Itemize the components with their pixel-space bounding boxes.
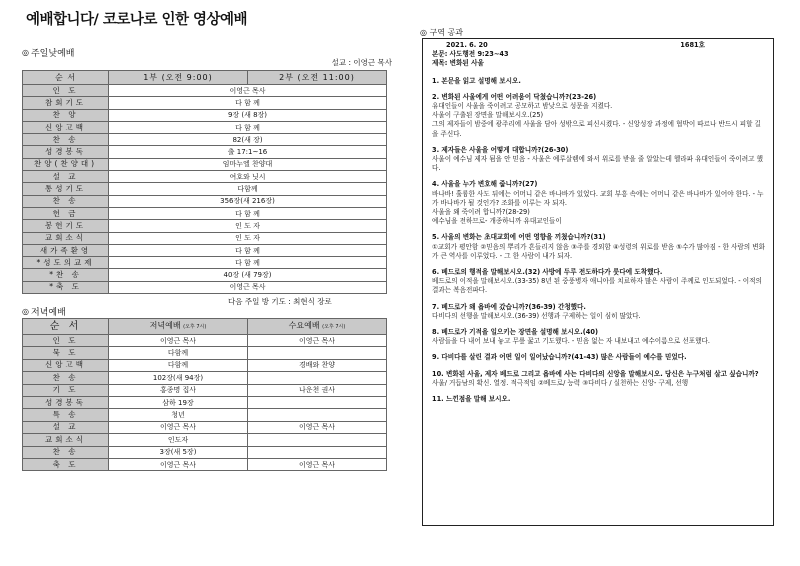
table-row (23, 359, 387, 371)
row-label: 신앙고백 (23, 121, 109, 133)
evening-value: 다함께 (109, 359, 248, 371)
header-wednesday: 수요예배 (오후 7시) (248, 319, 387, 335)
row-value: 다 함 께 (109, 257, 387, 269)
table-row (23, 134, 387, 146)
table-row (23, 281, 387, 293)
evening-value: 다함께 (109, 347, 248, 359)
evening-value: 이영근 목사 (109, 335, 248, 347)
wednesday-value (248, 396, 387, 408)
row-label: 설 교 (23, 171, 109, 183)
table-row (23, 269, 387, 281)
row-label: 성경봉독 (23, 396, 109, 408)
row-value: 9장 (새 8장) (109, 109, 387, 121)
row-value: 인 도 자 (109, 232, 387, 244)
header-cell: 1부 (오전 9:00) (109, 71, 248, 85)
lesson-question: 5. 사울의 변화는 초대교회에 어떤 영향을 끼쳤습니까?(31) (432, 233, 606, 242)
wednesday-value (248, 409, 387, 421)
header-evening: 저녁예배 (오후 7시) (109, 319, 248, 335)
lesson-question: 11. 느낀점을 말해 보시오. (432, 395, 511, 404)
lesson-question: 9. 다비다를 살린 결과 어떤 일이 일어났습니까?(41-43) 많은 사람들이 예수를 믿었다. (432, 353, 687, 362)
row-label: *축 도 (23, 281, 109, 293)
row-label: 참회기도 (23, 97, 109, 109)
row-value: 356장(새 216장) (109, 195, 387, 207)
table-header-row (23, 71, 387, 85)
lesson-section-label (420, 27, 463, 38)
row-label: 봉헌기도 (23, 220, 109, 232)
evening-value: 이영근 목사 (109, 421, 248, 433)
sunday-section-label (22, 46, 74, 59)
lesson-question: 6. 베드로의 행적을 말해보시오.(32) 사방에 두루 전도하다가 룻다에 도착했다. (432, 268, 663, 277)
lesson-subject: 제목: 변화된 사울 (432, 59, 484, 68)
table-row (23, 347, 387, 359)
row-label: 찬 송 (23, 372, 109, 384)
row-label: 축 도 (23, 458, 109, 470)
circle-bullet-icon: ◎ (22, 48, 29, 57)
evening-section-label (22, 305, 66, 318)
row-label: 찬 송 (23, 446, 109, 458)
table-row (23, 384, 387, 396)
evening-order-table (22, 318, 387, 471)
table-row (23, 220, 387, 232)
row-label: 교회소식 (23, 232, 109, 244)
row-value: 출 17:1~16 (109, 146, 387, 158)
lesson-answer: 사울을 왜 죽이려 합니까?(28-29) (432, 208, 530, 217)
speaker-line: 설교 : 이영근 목사 (331, 58, 392, 67)
row-label: 통성기도 (23, 183, 109, 195)
table-row (23, 183, 387, 195)
row-label: 설 교 (23, 421, 109, 433)
evening-value: 인도자 (109, 434, 248, 446)
header-cell: 2부 (오전 11:00) (248, 71, 387, 85)
row-label: 묵 도 (23, 347, 109, 359)
evening-value: 홍종명 집사 (109, 384, 248, 396)
table-row (23, 109, 387, 121)
row-label: 찬양(찬양대) (23, 158, 109, 170)
row-label: 기 도 (23, 384, 109, 396)
table-row (23, 232, 387, 244)
table-row (23, 434, 387, 446)
row-value: 다 함 께 (109, 207, 387, 219)
lesson-date: 2021. 6. 20 (446, 41, 488, 49)
row-label: *성도의교제 (23, 257, 109, 269)
wednesday-value: 이영근 목사 (248, 335, 387, 347)
table-row (23, 158, 387, 170)
sunday-order-table (22, 70, 387, 294)
row-label: 인 도 (23, 85, 109, 97)
circle-bullet-icon: ◎ (420, 28, 427, 37)
row-value: 다 함 께 (109, 121, 387, 133)
wednesday-value: 나운천 권사 (248, 384, 387, 396)
row-label: 신앙고백 (23, 359, 109, 371)
row-label: 찬 송 (23, 195, 109, 207)
row-value: 이영근 목사 (109, 85, 387, 97)
table-row (23, 97, 387, 109)
row-value: 다함께 (109, 183, 387, 195)
row-label: 헌 금 (23, 207, 109, 219)
lesson-content (432, 41, 765, 411)
wednesday-value: 이영근 목사 (248, 421, 387, 433)
next-prayer: 다음 주일 방 기도 : 최현식 장로 (228, 297, 332, 306)
table-row (23, 372, 387, 384)
row-value: 40장 (새 79장) (109, 269, 387, 281)
lesson-answer: 예수님을 전하므로- 개종하니까 유대교인들이 (432, 217, 562, 226)
table-row (23, 207, 387, 219)
row-label: 찬 양 (23, 109, 109, 121)
table-row (23, 421, 387, 433)
wednesday-value: 경배와 찬양 (248, 359, 387, 371)
row-value: 82(새 장) (109, 134, 387, 146)
lesson-answer: 사울/ 거듭남의 확신. 열정. 적극적임 ②베드로/ 능력 ③다비다 / 실천하는 신앙- 구제, 선행 (432, 378, 689, 387)
lesson-question: 4. 사울을 누가 변호해 줍니까?(27) (432, 180, 538, 189)
row-value: 인 도 자 (109, 220, 387, 232)
header-cell: 순 서 (23, 71, 109, 85)
lesson-label-text: 구역 공과 (429, 28, 463, 37)
row-value: 임마누엘 찬양대 (109, 158, 387, 170)
row-label: 새가족환영 (23, 244, 109, 256)
lesson-header (432, 41, 765, 50)
table-row (23, 171, 387, 183)
lesson-question: 7. 베드로가 왜 욥바에 갔습니까?(36-39) 간청했다. (432, 302, 586, 311)
page-title: 예배합니다/ 코로나로 인한 영상예배 (26, 12, 248, 28)
row-label: 찬 송 (23, 134, 109, 146)
wednesday-value (248, 347, 387, 359)
lesson-answer: ①교회가 평안함 ②믿음의 뿌리가 흔들리지 않음 ③주를 경외함 ④성령의 위로를 받음 ⑤수가 많아짐 - 한 사람의 변화가 큰 역사를 이루었다. - 그 한 사람이 내가 되자. (432, 242, 765, 260)
lesson-answer: 사울이 예수님 제자 됨을 안 믿음 - 사울은 예루살렘에 와서 위로를 받을 줄 알았는데 헬라파 유대인들이 죽이려고 했다. (432, 155, 764, 173)
row-value: 다 함 께 (109, 244, 387, 256)
lesson-answer: 유대인들이 사울을 죽이려고 공모하고 밤낮으로 성문을 지켰다. (432, 102, 613, 111)
lesson-answer: 사울이 구출된 장면을 말해보시오.(25) (432, 111, 544, 120)
sunday-label-text: 주일낮예배 (30, 49, 75, 59)
wednesday-value (248, 446, 387, 458)
lesson-answer: 사람들을 다 내어 보내 놓고 무릎 꿇고 기도했다. - 믿음 없는 자 내보내고 예수이름으로 선포했다. (432, 337, 710, 346)
header-order: 순 서 (23, 319, 109, 335)
lesson-question: 8. 베드로가 기적을 일으키는 장면을 설명해 보시오.(40) (432, 328, 598, 337)
table-header-row (23, 319, 387, 335)
wednesday-value (248, 434, 387, 446)
wednesday-value (248, 372, 387, 384)
lesson-question: 2. 변화된 사울에게 어떤 어려움이 닥쳤습니까?(23-26) (432, 92, 597, 101)
wednesday-value: 이영근 목사 (248, 458, 387, 470)
table-row (23, 458, 387, 470)
lesson-answer: 베드로의 이적을 말해보시오.(33-35) 8년 된 중풍병자 애니아를 치료하자 많은 사람이 주께로 인도되었다. - 이적의 결과는 복음전파다. (432, 277, 762, 295)
row-label: 교회소식 (23, 434, 109, 446)
table-row (23, 244, 387, 256)
lesson-answer: 바나바! 훌륭한 사도 뒤에는 어머니 같은 바나바가 있었다. 교회 부흥 속에는 어머니 같은 바나바가 있어야 한다. - 누가 바나바가 될 것인가? 조화를 이루는 자 되자. (432, 189, 764, 207)
row-value: 여호와 닛시 (109, 171, 387, 183)
lesson-question: 3. 제자들은 사울을 어떻게 대합니까?(26-30) (432, 145, 569, 154)
table-row (23, 335, 387, 347)
lesson-passage: 본문: 사도행전 9:23~43 (432, 50, 509, 59)
evening-value: 청년 (109, 409, 248, 421)
row-label: 인 도 (23, 335, 109, 347)
circle-bullet-icon: ◎ (22, 307, 29, 316)
row-value: 다 함 께 (109, 97, 387, 109)
row-value: 이영근 목사 (109, 281, 387, 293)
table-row (23, 195, 387, 207)
row-label: 특 송 (23, 409, 109, 421)
lesson-question: 1. 본문을 읽고 설명해 보시오. (432, 76, 521, 85)
evening-value: 102장(새 94장) (109, 372, 248, 384)
table-row (23, 146, 387, 158)
lesson-answer: 다비다의 선행을 말해보시오.(36-39) 선행과 구제하는 일이 심히 많았다. (432, 311, 641, 320)
table-row (23, 409, 387, 421)
table-row (23, 396, 387, 408)
table-row (23, 446, 387, 458)
row-label: 성경봉독 (23, 146, 109, 158)
row-label: *찬 송 (23, 269, 109, 281)
evening-value: 이영근 목사 (109, 458, 248, 470)
lesson-issue: 1681호 (680, 41, 705, 49)
evening-value: 3장(새 5장) (109, 446, 248, 458)
table-row (23, 85, 387, 97)
lesson-question: 10. 변화된 사울, 제자 베드로 그리고 욥바에 사는 다비다의 신앙을 말해보시오. 당신은 누구처럼 살고 싶습니까? (432, 369, 759, 378)
evening-value: 삼하 19장 (109, 396, 248, 408)
table-row (23, 257, 387, 269)
evening-label-text: 저녁예배 (30, 308, 66, 318)
lesson-answer: 그의 제자들이 밤중에 광주리에 사울을 담아 성밖으로 피신시켰다. - 신앙성장 과정에 협박이 따르나 반드시 피할 길을 주신다. (432, 120, 761, 138)
table-row (23, 121, 387, 133)
